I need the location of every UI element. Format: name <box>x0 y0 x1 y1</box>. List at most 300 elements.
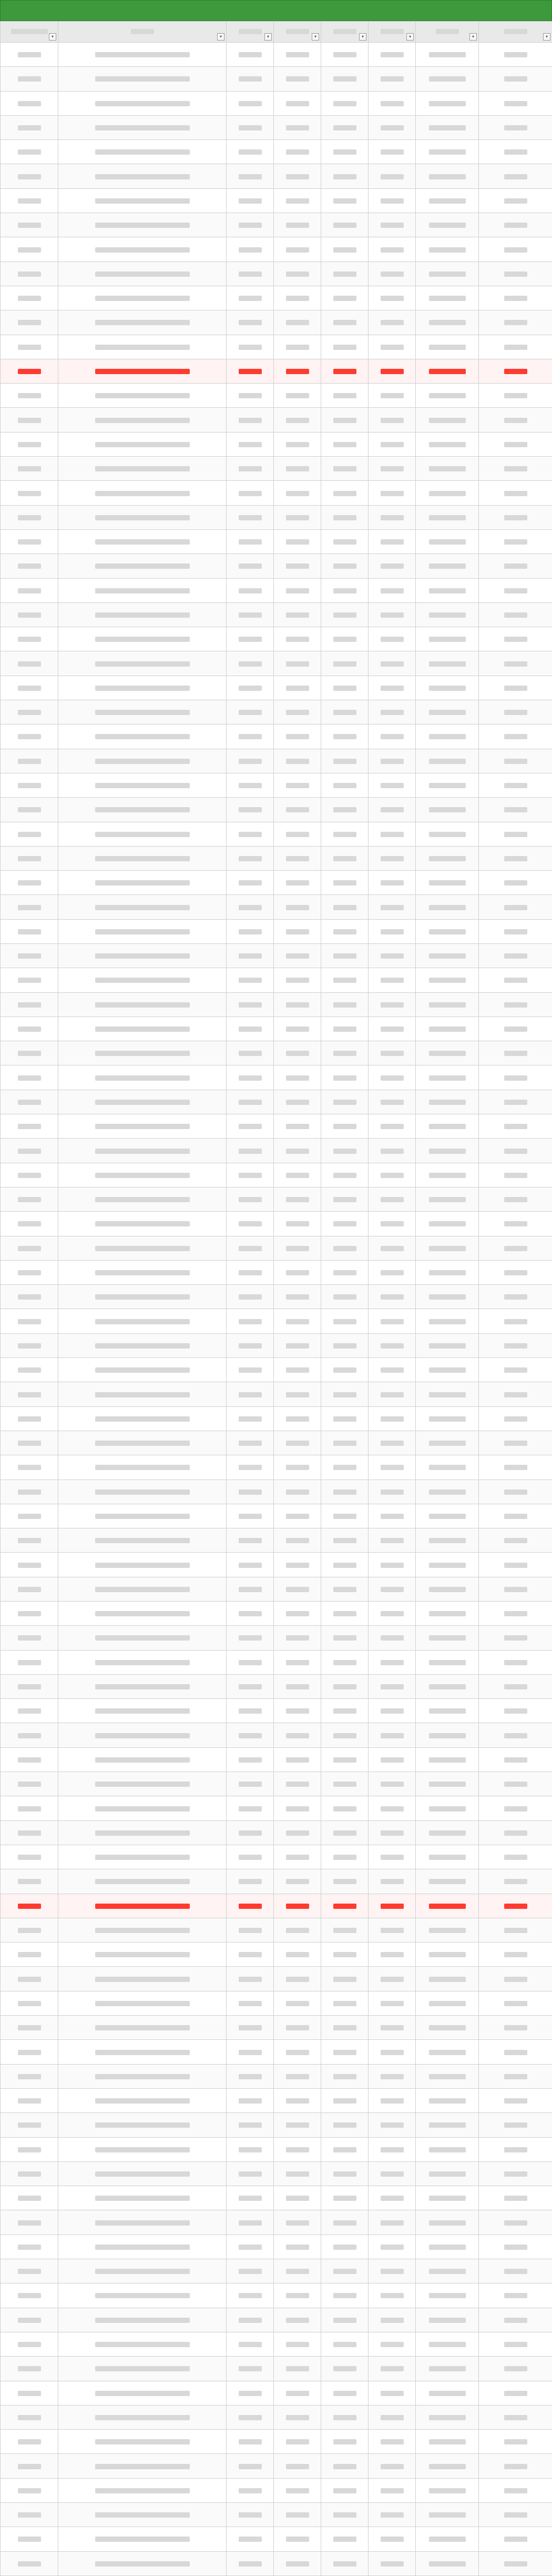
filter-dropdown-icon[interactable]: ▾ <box>406 33 414 41</box>
text-placeholder <box>18 1708 41 1714</box>
text-placeholder <box>18 2147 41 2152</box>
text-placeholder <box>429 2366 466 2371</box>
text-placeholder <box>333 1855 356 1860</box>
text-placeholder <box>333 515 356 520</box>
text-placeholder <box>239 393 262 398</box>
text-placeholder <box>333 1270 356 1275</box>
text-placeholder <box>239 929 262 934</box>
table-cell <box>416 2478 479 2502</box>
table-cell <box>321 1918 369 1942</box>
school-name-cell <box>58 529 227 554</box>
text-placeholder <box>239 1928 262 1933</box>
table-cell <box>1 2210 58 2235</box>
text-placeholder <box>239 953 262 959</box>
text-placeholder <box>429 759 466 764</box>
table-cell <box>416 895 479 919</box>
table-cell <box>274 261 321 286</box>
table-cell <box>274 481 321 505</box>
table-cell <box>1 1236 58 1260</box>
text-placeholder <box>18 2025 41 2030</box>
table-row <box>1 2040 552 2064</box>
text-placeholder <box>18 2122 41 2128</box>
table-cell <box>479 1528 552 1553</box>
text-placeholder <box>333 491 356 496</box>
text-placeholder <box>381 369 404 374</box>
text-placeholder <box>95 418 190 423</box>
table-row <box>1 91 552 115</box>
text-placeholder <box>333 1246 356 1251</box>
table-cell <box>416 1723 479 1747</box>
text-placeholder <box>333 1051 356 1056</box>
text-placeholder <box>95 2220 190 2226</box>
table-cell <box>1 1065 58 1090</box>
table-cell <box>416 2308 479 2332</box>
table-cell <box>321 2357 369 2381</box>
table-cell <box>479 1333 552 1357</box>
table-cell <box>1 627 58 651</box>
school-name-cell <box>58 602 227 627</box>
table-cell <box>1 1163 58 1187</box>
text-placeholder <box>504 1611 527 1616</box>
school-name-cell <box>58 1869 227 1894</box>
text-placeholder <box>286 1441 309 1446</box>
table-cell <box>274 2137 321 2161</box>
text-placeholder <box>18 1221 41 1226</box>
table-cell <box>227 602 274 627</box>
table-cell <box>274 822 321 846</box>
text-placeholder <box>381 2488 404 2493</box>
text-placeholder <box>429 101 466 106</box>
text-placeholder <box>286 466 309 471</box>
table-cell <box>1 1212 58 1236</box>
text-placeholder <box>95 52 190 57</box>
table-cell <box>369 481 416 505</box>
text-placeholder <box>18 1879 41 1884</box>
table-cell <box>227 2478 274 2502</box>
filter-dropdown-icon[interactable]: ▾ <box>543 33 550 41</box>
table-row <box>1 1455 552 1480</box>
text-placeholder <box>286 1465 309 1470</box>
table-cell <box>1 1309 58 1333</box>
text-placeholder <box>286 296 309 301</box>
table-cell <box>369 457 416 481</box>
text-placeholder <box>18 2050 41 2055</box>
table-cell <box>369 2430 416 2454</box>
table-cell <box>479 1358 552 1382</box>
table-cell <box>227 1967 274 1991</box>
table-cell <box>416 481 479 505</box>
text-placeholder <box>504 1027 527 1032</box>
filter-dropdown-icon[interactable]: ▾ <box>49 33 56 41</box>
table-cell <box>274 773 321 797</box>
text-placeholder <box>95 393 190 398</box>
table-cell <box>1 2113 58 2137</box>
text-placeholder <box>333 1465 356 1470</box>
text-placeholder <box>504 564 527 569</box>
school-name-cell <box>58 1991 227 2015</box>
table-cell <box>321 1431 369 1455</box>
table-cell <box>227 2502 274 2527</box>
text-placeholder <box>381 2245 404 2250</box>
text-placeholder <box>239 271 262 277</box>
text-placeholder <box>286 1538 309 1543</box>
text-placeholder <box>286 953 309 959</box>
table-cell <box>1 43 58 67</box>
table-row <box>1 286 552 310</box>
school-name-cell <box>58 1358 227 1382</box>
school-name-cell <box>58 2357 227 2381</box>
table-cell <box>369 140 416 164</box>
text-placeholder <box>333 1782 356 1787</box>
text-placeholder <box>239 198 262 204</box>
table-cell <box>369 1406 416 1431</box>
filter-dropdown-icon[interactable]: ▾ <box>359 33 366 41</box>
text-placeholder <box>333 734 356 739</box>
text-placeholder <box>239 2391 262 2396</box>
school-name-cell <box>58 2016 227 2040</box>
table-cell <box>1 2016 58 2040</box>
school-name-cell <box>58 1382 227 1406</box>
text-placeholder <box>95 1879 190 1884</box>
table-cell <box>227 1796 274 1820</box>
text-placeholder <box>381 1587 404 1592</box>
text-placeholder <box>95 1197 190 1202</box>
table-cell <box>369 943 416 968</box>
table-cell <box>1 237 58 261</box>
text-placeholder <box>504 442 527 447</box>
table-cell <box>321 1699 369 1723</box>
text-placeholder <box>381 2391 404 2396</box>
table-cell <box>227 2308 274 2332</box>
table-cell <box>416 457 479 481</box>
text-placeholder <box>95 2488 190 2493</box>
table-cell <box>227 505 274 529</box>
table-cell <box>274 1553 321 1577</box>
table-cell <box>416 1820 479 1845</box>
text-placeholder <box>504 1855 527 1860</box>
text-placeholder <box>286 734 309 739</box>
text-placeholder <box>504 1830 527 1836</box>
table-cell <box>227 798 274 822</box>
table-cell <box>321 529 369 554</box>
table-cell <box>416 1406 479 1431</box>
school-name-cell <box>58 2040 227 2064</box>
text-placeholder <box>429 1635 466 1641</box>
text-placeholder <box>18 1587 41 1592</box>
table-row <box>1 481 552 505</box>
table-cell <box>416 1285 479 1309</box>
text-placeholder <box>504 1733 527 1738</box>
table-row <box>1 578 552 602</box>
table-row <box>1 1796 552 1820</box>
text-placeholder <box>18 1806 41 1812</box>
table-cell <box>479 1650 552 1674</box>
text-placeholder <box>239 1538 262 1543</box>
table-cell <box>416 798 479 822</box>
table-cell <box>321 554 369 578</box>
filter-dropdown-icon[interactable]: ▾ <box>264 33 272 41</box>
text-placeholder <box>504 807 527 812</box>
text-placeholder <box>239 2366 262 2371</box>
table-cell <box>227 968 274 992</box>
filter-dropdown-icon[interactable]: ▾ <box>217 33 224 41</box>
text-placeholder <box>381 2464 404 2469</box>
text-placeholder <box>239 1879 262 1884</box>
text-placeholder <box>239 2001 262 2006</box>
table-cell <box>321 481 369 505</box>
table-cell <box>416 2040 479 2064</box>
table-row <box>1 1723 552 1747</box>
text-placeholder <box>95 320 190 325</box>
text-placeholder <box>239 1319 262 1324</box>
filter-dropdown-icon[interactable]: ▾ <box>312 33 319 41</box>
sheet-title <box>0 0 552 21</box>
table-cell <box>479 1553 552 1577</box>
text-placeholder <box>381 1538 404 1543</box>
table-cell <box>227 2283 274 2308</box>
table-row <box>1 919 552 943</box>
text-placeholder <box>239 2074 262 2079</box>
text-placeholder <box>239 1246 262 1251</box>
table-cell <box>227 2161 274 2186</box>
text-placeholder <box>504 1270 527 1275</box>
text-placeholder <box>286 2415 309 2420</box>
table-cell <box>369 2016 416 2040</box>
table-row <box>1 1382 552 1406</box>
text-placeholder <box>18 1075 41 1081</box>
school-name-cell <box>58 1041 227 1065</box>
text-placeholder <box>286 807 309 812</box>
header-cell <box>227 22 274 43</box>
table-row <box>1 1236 552 1260</box>
table-cell <box>321 700 369 724</box>
text-placeholder <box>239 1270 262 1275</box>
school-name-cell <box>58 1065 227 1090</box>
text-placeholder <box>333 1441 356 1446</box>
filter-dropdown-icon[interactable]: ▾ <box>469 33 477 41</box>
table-cell <box>227 2016 274 2040</box>
text-placeholder <box>18 1490 41 1495</box>
school-name-cell <box>58 2381 227 2405</box>
table-cell <box>369 1431 416 1455</box>
table-cell <box>227 384 274 408</box>
header-row <box>1 22 552 43</box>
table-cell <box>416 1041 479 1065</box>
text-placeholder <box>333 759 356 764</box>
text-placeholder <box>95 1149 190 1154</box>
table-cell <box>479 2088 552 2112</box>
table-cell <box>1 1090 58 1114</box>
table-row <box>1 408 552 432</box>
table-cell <box>416 2551 479 2575</box>
text-placeholder <box>95 1855 190 1860</box>
text-placeholder <box>286 1051 309 1056</box>
text-placeholder <box>333 2464 356 2469</box>
header-cell <box>479 22 552 43</box>
text-placeholder <box>95 1221 190 1226</box>
text-placeholder <box>429 1782 466 1787</box>
text-placeholder <box>381 1806 404 1812</box>
text-placeholder <box>504 1563 527 1568</box>
text-placeholder <box>429 1684 466 1689</box>
text-placeholder <box>239 1952 262 1957</box>
text-placeholder <box>18 880 41 886</box>
text-placeholder <box>239 1173 262 1178</box>
table-cell <box>227 1285 274 1309</box>
table-cell <box>416 1114 479 1139</box>
text-placeholder <box>18 539 41 545</box>
table-row <box>1 1820 552 1845</box>
table-cell <box>369 1991 416 2015</box>
table-cell <box>416 2454 479 2478</box>
text-placeholder <box>429 1416 466 1422</box>
table-cell <box>479 2113 552 2137</box>
text-placeholder <box>95 149 190 155</box>
text-placeholder <box>95 637 190 642</box>
text-placeholder <box>286 76 309 82</box>
text-placeholder <box>333 953 356 959</box>
table-cell <box>321 408 369 432</box>
header-cell <box>58 22 227 43</box>
text-placeholder <box>504 1904 527 1909</box>
table-cell <box>227 1212 274 1236</box>
text-placeholder <box>95 1075 190 1081</box>
text-placeholder <box>239 76 262 82</box>
text-placeholder <box>381 1149 404 1154</box>
text-placeholder <box>504 661 527 667</box>
table-cell <box>227 1455 274 1480</box>
text-placeholder <box>239 1587 262 1592</box>
table-cell <box>1 700 58 724</box>
text-placeholder <box>381 953 404 959</box>
table-cell <box>416 213 479 237</box>
text-placeholder <box>286 588 309 593</box>
text-placeholder <box>429 1149 466 1154</box>
text-placeholder <box>18 296 41 301</box>
text-placeholder <box>286 1660 309 1665</box>
table-cell <box>1 2308 58 2332</box>
text-placeholder <box>429 2122 466 2128</box>
text-placeholder <box>239 1124 262 1129</box>
table-cell <box>1 1041 58 1065</box>
text-placeholder <box>429 1830 466 1836</box>
table-cell <box>369 1041 416 1065</box>
school-name-cell <box>58 2113 227 2137</box>
text-placeholder <box>286 2366 309 2371</box>
table-row <box>1 846 552 870</box>
table-cell <box>1 1139 58 1163</box>
text-placeholder <box>18 418 41 423</box>
table-cell <box>416 2186 479 2210</box>
text-placeholder <box>286 442 309 447</box>
table-cell <box>274 1747 321 1772</box>
text-placeholder <box>95 1173 190 1178</box>
school-name-cell <box>58 1602 227 1626</box>
text-placeholder <box>333 661 356 667</box>
table-cell <box>369 310 416 335</box>
table-cell <box>227 1236 274 1260</box>
school-name-cell <box>58 2186 227 2210</box>
table-cell <box>479 1723 552 1747</box>
table-row <box>1 2186 552 2210</box>
table-cell <box>479 1674 552 1698</box>
table-cell <box>479 1577 552 1601</box>
table-cell <box>479 1699 552 1723</box>
text-placeholder <box>504 637 527 642</box>
text-placeholder <box>286 418 309 423</box>
text-placeholder <box>18 1514 41 1519</box>
table-cell <box>416 1967 479 1991</box>
table-row <box>1 2235 552 2259</box>
text-placeholder <box>429 1343 466 1349</box>
text-placeholder <box>18 1149 41 1154</box>
table-cell <box>369 1723 416 1747</box>
table-cell <box>416 2357 479 2381</box>
table-cell <box>227 1747 274 1772</box>
table-cell <box>479 627 552 651</box>
table-row <box>1 724 552 749</box>
table-cell <box>227 140 274 164</box>
text-placeholder <box>286 905 309 910</box>
table-cell <box>274 1796 321 1820</box>
table-cell <box>321 384 369 408</box>
table-cell <box>227 2259 274 2283</box>
text-placeholder <box>504 1002 527 1008</box>
table-cell <box>227 1017 274 1041</box>
table-cell <box>274 2478 321 2502</box>
text-placeholder <box>381 564 404 569</box>
table-cell <box>369 1796 416 1820</box>
table-cell <box>416 968 479 992</box>
table-cell <box>369 335 416 359</box>
table-cell <box>274 1065 321 1090</box>
text-placeholder <box>381 1684 404 1689</box>
text-placeholder <box>286 1635 309 1641</box>
table-cell <box>416 1869 479 1894</box>
table-cell <box>479 1406 552 1431</box>
text-placeholder <box>286 2512 309 2518</box>
text-placeholder <box>239 296 262 301</box>
table-cell <box>369 554 416 578</box>
text-placeholder <box>286 1319 309 1324</box>
table-cell <box>416 286 479 310</box>
table-cell <box>321 2161 369 2186</box>
text-placeholder <box>18 978 41 983</box>
text-placeholder <box>239 1708 262 1714</box>
text-placeholder <box>18 1684 41 1689</box>
table-cell <box>274 2040 321 2064</box>
school-name-cell <box>58 1626 227 1650</box>
table-cell <box>479 359 552 383</box>
text-placeholder <box>429 466 466 471</box>
text-placeholder <box>381 125 404 130</box>
school-name-cell <box>58 1163 227 1187</box>
text-placeholder <box>504 491 527 496</box>
text-placeholder <box>504 1343 527 1349</box>
text-placeholder <box>286 1100 309 1105</box>
text-placeholder <box>381 2050 404 2055</box>
text-placeholder <box>333 1806 356 1812</box>
text-placeholder <box>286 1343 309 1349</box>
table-cell <box>416 140 479 164</box>
table-cell <box>321 188 369 213</box>
school-name-cell <box>58 676 227 700</box>
table-cell <box>416 1163 479 1187</box>
text-placeholder <box>381 1367 404 1373</box>
text-placeholder <box>333 1952 356 1957</box>
table-cell <box>1 1358 58 1382</box>
text-placeholder <box>429 2293 466 2298</box>
